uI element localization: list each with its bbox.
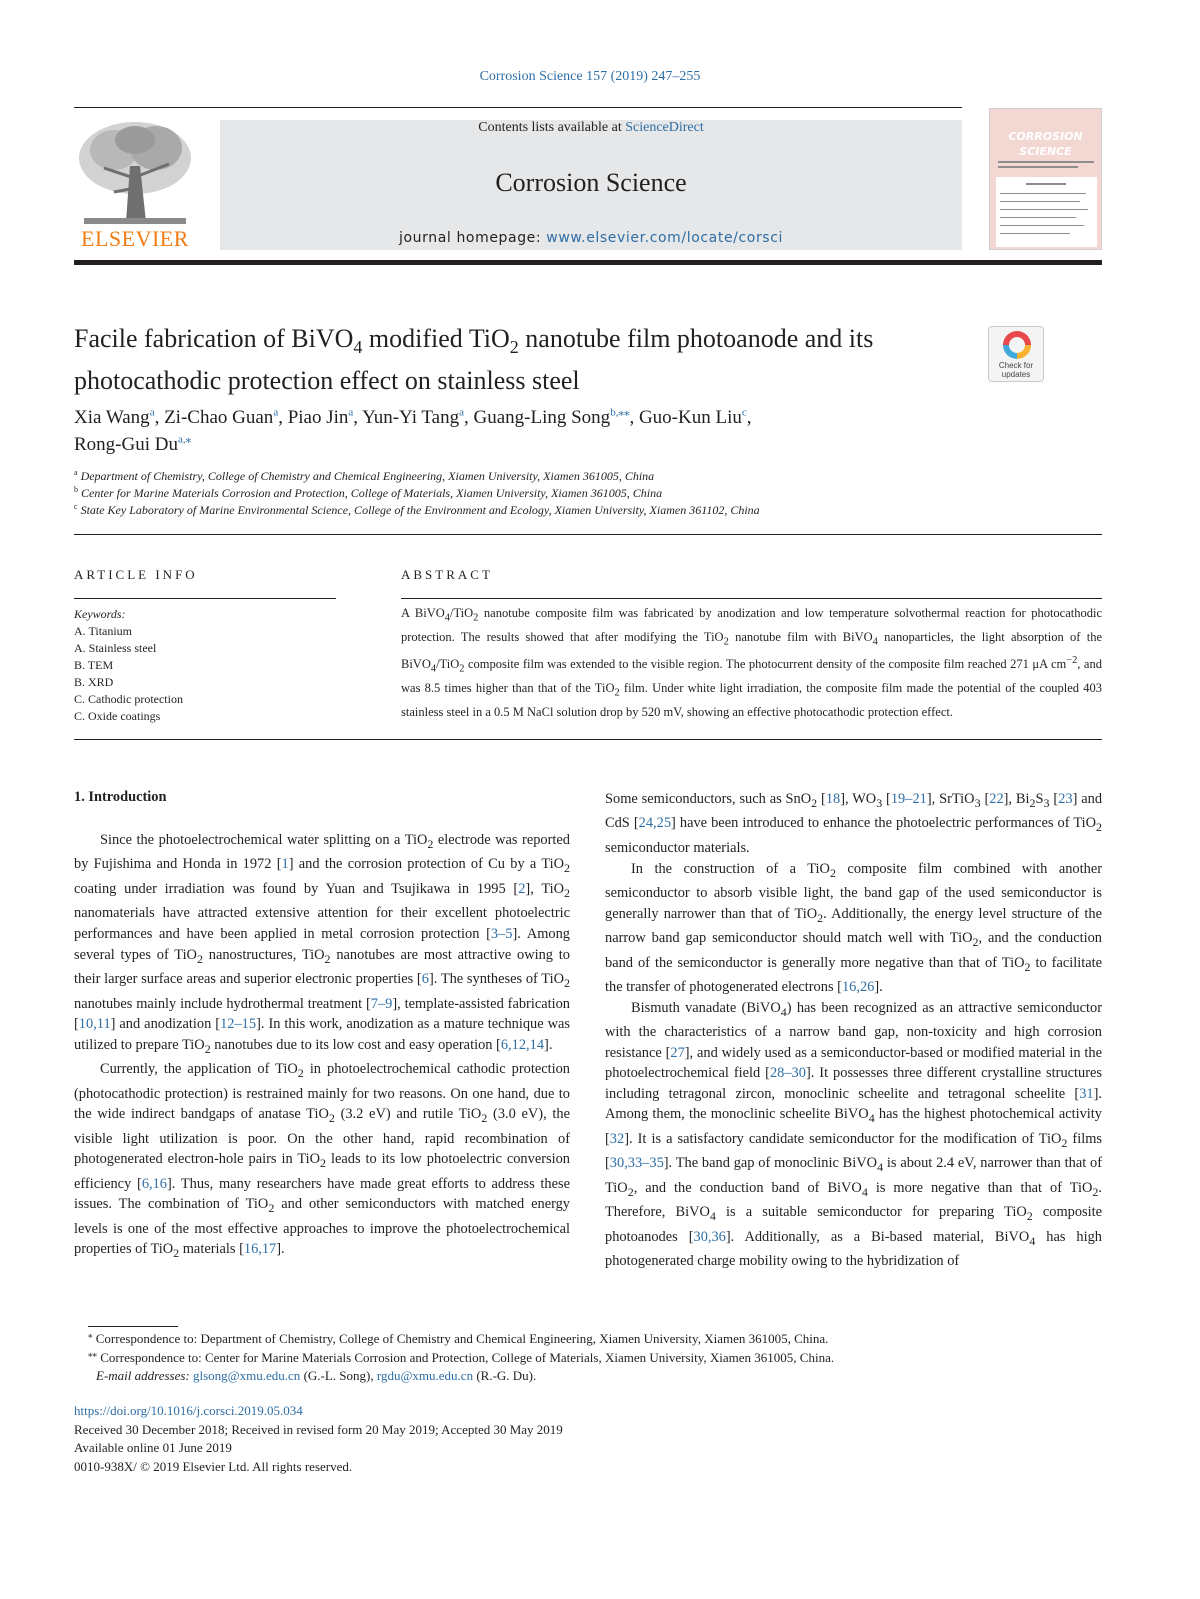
available-online: Available online 01 June 2019 [74, 1440, 232, 1455]
author[interactable]: Yun-Yi Tang$^a$ [362, 406, 464, 428]
keyword: C. Oxide coatings [74, 709, 161, 723]
elsevier-wordmark: ELSEVIER [81, 226, 189, 251]
article-info-rule [74, 598, 336, 599]
citation-link[interactable]: 24,25 [638, 815, 672, 832]
keyword: B. XRD [74, 675, 114, 689]
introduction-heading: 1. Introduction [74, 789, 167, 805]
journal-homepage-link[interactable]: www.elsevier.com/locate/corsci [546, 230, 783, 246]
doi-link[interactable]: https://doi.org/10.1016/j.corsci.2019.05.034 [74, 1403, 303, 1418]
contents-prefix: Contents lists available at [478, 120, 626, 135]
journal-cover-thumbnail[interactable] [989, 108, 1102, 250]
citation-link[interactable]: 16,17 [243, 1241, 277, 1258]
abstract-text: A BiVO$_4$/TiO$_2$ nanotube composite film was fabricated by anodization and low temperature solvothermal reaction for photocathodic protection. The results showed that after modifying the TiO$_2$ nanotube film with BiVO$_4$ nanoparticles, the light absorption of the BiVO$_4$/TiO$_2$ composite film was extended to the visible region. The photocurrent density of the composite film reached 271 μA $cm^{-2}$, and was 8.5 times higher than that of the TiO$_2$ film. Under white light irradiation, the composite film made the potential of the coupled 403 stainless steel in a 0.5 M NaCl solution drop by 520 mV, showing an effective photocathodic protection effect. [401, 606, 1103, 719]
citation-link[interactable]: 23 [1058, 791, 1073, 807]
author[interactable]: Guo-Kun Liu$^c$ [638, 406, 747, 428]
publication-info [74, 1402, 874, 1476]
journal-citation[interactable]: Corrosion Science 157 (2019) 247–255 [479, 69, 701, 84]
citation-link[interactable]: 31 [1079, 1085, 1094, 1102]
article-info-heading: ARTICLE INFO [74, 567, 198, 582]
author[interactable]: Zi-Chao Guan$^a$ [164, 406, 279, 428]
citation-link[interactable]: 32 [609, 1130, 625, 1147]
footnotes [88, 1330, 1102, 1386]
affiliation: $^a$ Department of Chemistry, College of Chemistry and Chemical Engineering, Xiamen University, Xiamen 361005, China [74, 468, 655, 483]
keyword: C. Cathodic protection [74, 692, 183, 706]
cover-text-line [998, 161, 1094, 163]
keyword: A. Titanium [74, 624, 133, 638]
email-line: E-mail addresses: glsong@xmu.edu.cn (G.-L. Song), rgdu@xmu.edu.cn (R.-G. Du). [96, 1368, 537, 1383]
sciencedirect-link[interactable]: ScienceDirect [625, 120, 704, 135]
citation-link[interactable]: 2 [518, 880, 526, 897]
author[interactable]: Guang-Ling Song$^{b,⁎⁎}$ [473, 406, 630, 428]
citation-link[interactable]: 12–15 [220, 1016, 257, 1033]
contents-line [220, 120, 962, 136]
author[interactable]: Xia Wang$^a$ [74, 406, 155, 428]
body-column-left [74, 830, 570, 1264]
paragraph: In the construction of a TiO$_2$ composite film combined with another semiconductor to absorb visible light, the band gap of the used semiconductor is generally narrower than that of TiO$_2$. Additionally, the energy level structure of the narrow band gap semiconductor should match well with TiO$_2$, and the conduction band of the semiconductor is generally more negative than that of TiO$_2$ to facilitate the transfer of photogenerated electrons [16,26]. [605, 860, 1102, 995]
citation-link[interactable]: 6,12,14 [500, 1036, 545, 1053]
author[interactable]: Rong-Gui $Du^{a,⁎}$ [74, 433, 192, 455]
citation-link[interactable]: 30,36 [693, 1228, 726, 1245]
citation-link[interactable]: 6,16 [141, 1175, 167, 1192]
citation-link[interactable]: 10,11 [78, 1016, 111, 1033]
journal-name: Corrosion Science [495, 168, 687, 197]
citation-link[interactable]: 22 [989, 791, 1004, 807]
affiliations-rule [74, 534, 1102, 535]
header-rule [74, 107, 962, 108]
body-column-right [605, 789, 1102, 1272]
affiliation: $^b$ Center for Marine Materials Corrosion and Protection, College of Materials, Xiamen University, Xiamen 361005, China [74, 485, 663, 500]
cover-text-line [998, 166, 1078, 168]
crossmark-icon [1003, 331, 1031, 359]
received-dates: Received 30 December 2018; Received in revised form 20 May 2019; Accepted 30 May 2019 [74, 1421, 563, 1437]
cover-title: CORROSION SCIENCE [1008, 130, 1083, 158]
citation-link[interactable]: 16,26 [841, 979, 875, 995]
citation-link[interactable]: 6 [421, 971, 429, 988]
journal-banner [220, 120, 962, 250]
elsevier-logo [74, 118, 196, 252]
email-link[interactable]: rgdu@xmu.edu.cn [376, 1368, 474, 1383]
paragraph: Currently, the application of TiO$_2$ in photoelectrochemical cathodic protection (photocathodic protection) is restrained mainly for two reasons. On one hand, due to the wide indirect bandgaps of anatase TiO$_2$ (3.2 eV) and rutile TiO$_2$ (3.0 eV), the visible light utilization is poor. On the other hand, rapid recombination of photogenerated electron-hole pairs in TiO$_2$ leads to its low photoelectric conversion efficiency [6,16]. Thus, many researchers have made great efforts to address these issues. The combination of TiO$_2$ and other semiconductors with matched energy levels is one of the most effective approaches to improve the photoelectrochemical properties of TiO$_2$ materials [16,17]. [74, 1061, 570, 1261]
affiliations [74, 468, 1102, 519]
header-thick-rule [74, 260, 1102, 265]
abstract-bottom-rule [74, 739, 1102, 740]
email-link[interactable]: glsong@xmu.edu.cn [193, 1368, 301, 1383]
abstract-rule [401, 598, 1102, 599]
homepage-line [220, 230, 962, 246]
citation-link[interactable]: 30,33–35 [609, 1155, 664, 1172]
correspondence-note: ⁎ Correspondence to: Department of Chemistry, College of Chemistry and Chemical Engineering, Xiamen University, Xiamen 361005, China. [88, 1329, 829, 1346]
affiliation: $^c$ State Key Laboratory of Marine Environmental Science, College of the Environment and Ecology, Xiamen University, Xiamen 361102, China [74, 502, 760, 517]
author[interactable]: Piao Jin$^a$ [287, 406, 354, 428]
elsevier-tree-icon [74, 118, 196, 226]
citation-link[interactable]: 28–30 [769, 1065, 806, 1082]
citation-link[interactable]: 19–21 [890, 791, 927, 807]
cover-contents-panel [996, 177, 1097, 247]
paragraph: Bismuth vanadate (BiVO$_4$) has been recognized as an attractive semiconductor with the characteristics of a narrow band gap, non-toxicity and high corrosion resistance [27], and widely used as a semiconductor-based or modified material in the photoelectrochemical field [28–30]. It possesses three different crystalline structures including tetragonal zircon, monoclinic scheelite and tetragonal scheelite [31]. Among them, the monoclinic scheelite BiVO$_4$ has the highest photochemical activity [32]. It is a satisfactory candidate semiconductor for the modification of TiO$_2$ films [30,33–35]. The band gap of monoclinic BiVO$_4$ is about 2.4 eV, narrower than that of TiO$_2$, and the conduction band of BiVO$_4$ is more negative than that of TiO$_2$. Therefore, BiVO$_4$ is a suitable semiconductor for preparing TiO$_2$ composite photoanodes [30,36]. Additionally, as a Bi-based material, BiVO$_4$ has high photogenerated charge mobility owing to the hybridization of [605, 999, 1103, 1270]
correspondence-note: ⁎⁎ Correspondence to: Center for Marine Materials Corrosion and Protection, College of Materials, Xiamen University, Xiamen 361005, China. [88, 1348, 835, 1365]
footnote-rule [88, 1326, 178, 1327]
author-list: Xia Wang$^a$, Zi-Chao Guan$^a$, Piao Jin$^a$, Yun-Yi Tang$^a$, Guang-Ling Song$^{b,⁎⁎}$, Guo-Kun Liu$^c$, Rong-Gui $Du^{a,⁎}$ [74, 406, 752, 455]
paragraph: Some semiconductors, such as SnO$_2$ [18], $WO_3$ [19–21], SrTiO$_3$ [22], $Bi_2S_3$ [23] and CdS [24,25] have been introduced to enhance the photoelectric performances of TiO$_2$ semiconductor materials. [605, 791, 1103, 856]
citation-link[interactable]: 27 [670, 1044, 685, 1061]
citation-link[interactable]: 1 [281, 856, 289, 873]
check-for-updates-badge[interactable] [988, 326, 1044, 382]
keyword: B. TEM [74, 658, 114, 672]
copyright: 0010-938X/ © 2019 Elsevier Ltd. All rights reserved. [74, 1458, 353, 1474]
citation-link[interactable]: 3–5 [490, 926, 513, 942]
citation-link[interactable]: 18 [825, 791, 841, 807]
abstract-heading: ABSTRACT [401, 567, 493, 582]
crossmark-label: Check for updates [998, 361, 1034, 379]
keywords-label: Keywords: [74, 607, 126, 621]
keyword: A. Stainless steel [74, 641, 157, 655]
citation-link[interactable]: 7–9 [370, 995, 393, 1012]
keywords-block [74, 606, 336, 725]
paragraph: Since the photoelectrochemical water splitting on a TiO$_2$ electrode was reported by Fujishima and Honda in 1972 [1] and the corrosion protection of Cu by a TiO$_2$ coating under irradiation was found by Yuan and Tsujikawa in 1995 [2], TiO$_2$ nanomaterials have attracted extensive attention for their excellent photoelectric performances and have been applied in metal corrosion protection [3–5]. Among several types of TiO$_2$ nanostructures, TiO$_2$ nanotubes are most attractive owing to their larger surface areas and superior electronic properties [6]. The syntheses of TiO$_2$ nanotubes mainly include hydrothermal treatment [7–9], template-assisted fabrication [10,11] and anodization [12–15]. In this work, anodization as a mature technique was utilized to prepare TiO$_2$ nanotubes due to its low cost and easy operation [6,12,14]. [74, 832, 571, 1056]
homepage-prefix: journal homepage: [399, 230, 547, 246]
article-title: Facile fabrication of BiVO$_4$ modified TiO$_2$ nanotube film photoanode and its photocathodic protection effect on stainless steel [74, 324, 874, 396]
